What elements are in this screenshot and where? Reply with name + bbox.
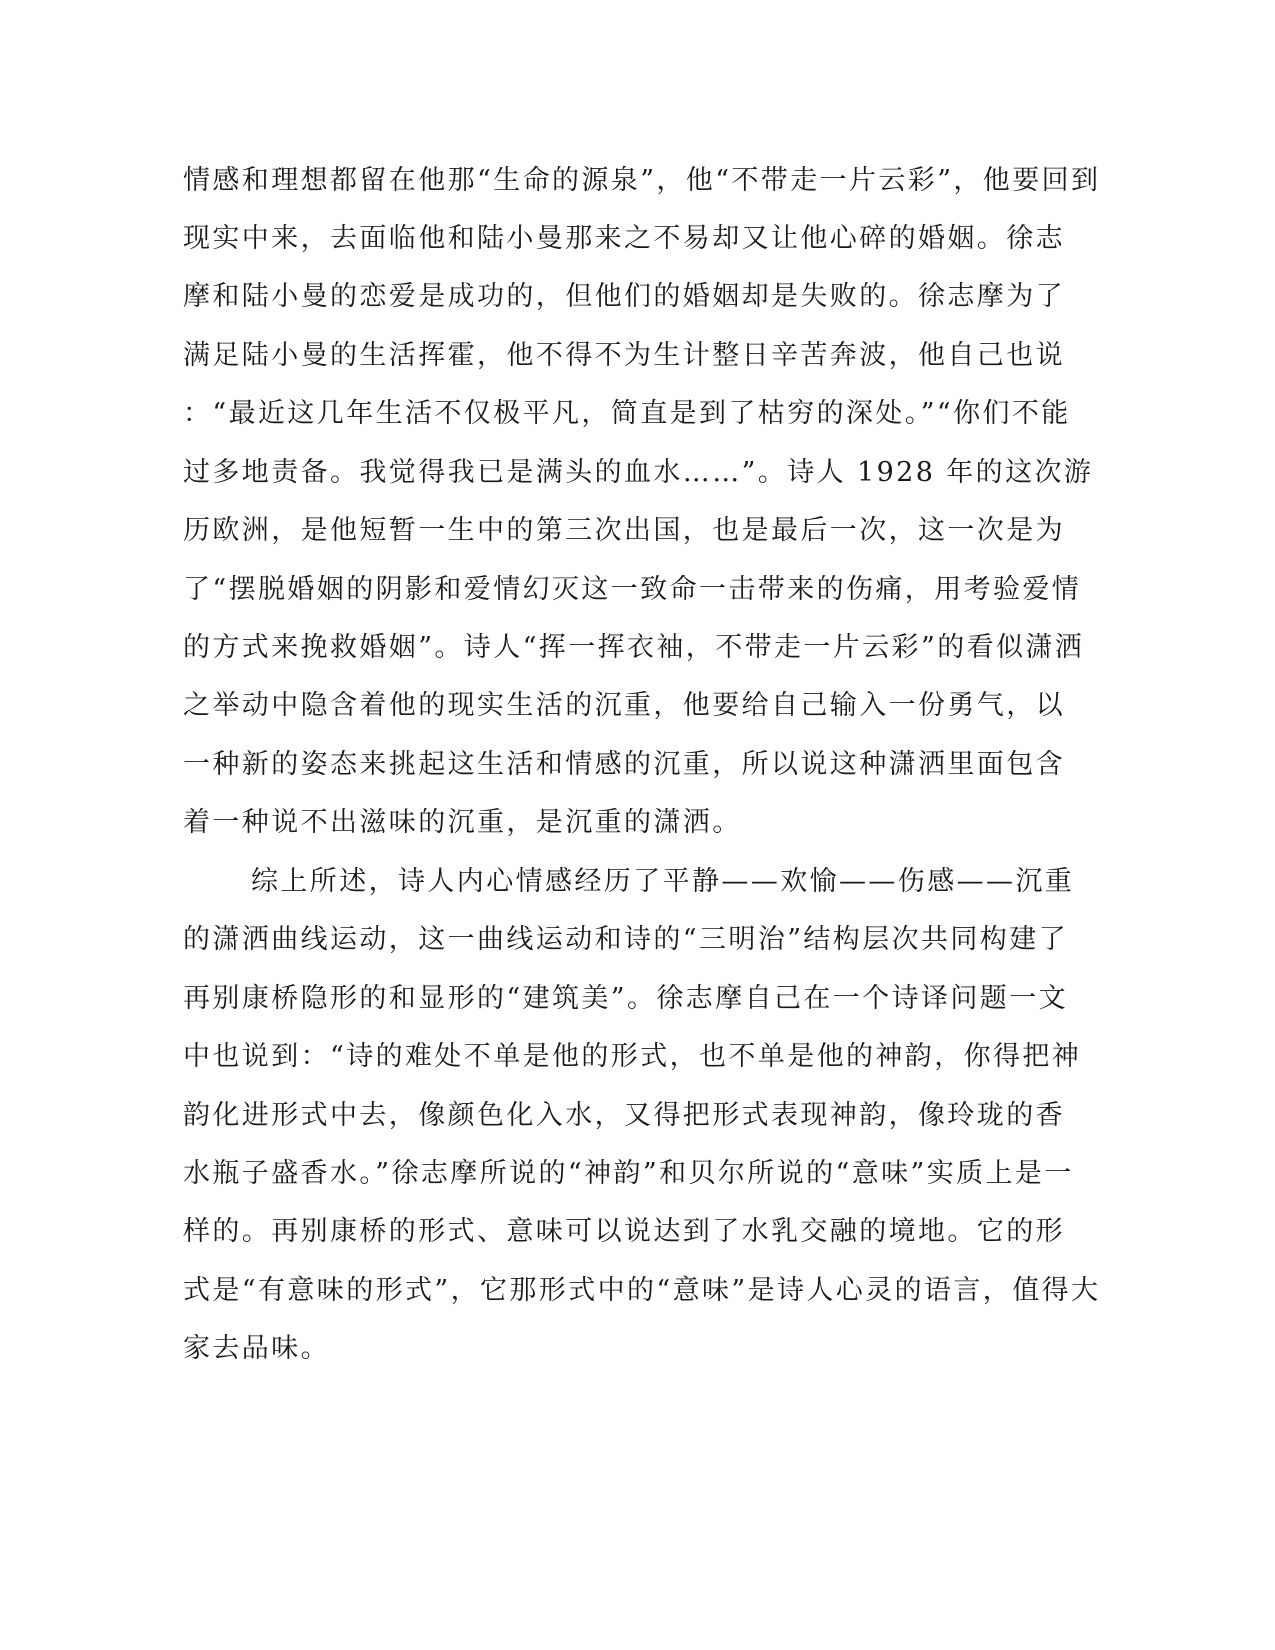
paragraph-1-line: 着一种说不出滋味的沉重，是沉重的潇洒。 <box>183 807 742 838</box>
paragraph-1-line: 过多地责备。我觉得我已是满头的血水……”。诗人 1928 年的这次游 <box>183 457 1094 488</box>
paragraph-1-line: 了“摆脱婚姻的阴影和爱情幻灭这一致命一击带来的伤痛，用考验爱情 <box>183 574 1082 605</box>
paragraph-1-line: 之举动中隐含着他的现实生活的沉重，他要给自己输入一份勇气，以 <box>183 690 1065 721</box>
paragraph-1-line: 满足陆小曼的生活挥霍，他不得不为生计整日辛苦奔波，他自己也说 <box>183 340 1065 371</box>
paragraph-1-line: 一种新的姿态来挑起这生活和情感的沉重，所以说这种潇洒里面包含 <box>183 749 1065 780</box>
paragraph-2-line: 样的。再别康桥的形式、意味可以说达到了水乳交融的境地。它的形 <box>183 1216 1065 1247</box>
paragraph-1-line: 现实中来，去面临他和陆小曼那来之不易却又让他心碎的婚姻。徐志 <box>183 223 1065 254</box>
paragraph-1-line: 情感和理想都留在他那“生命的源泉”，他“不带走一片云彩”，他要回到 <box>183 165 1101 196</box>
paragraph-2-line: 的潇洒曲线运动，这一曲线运动和诗的“三明治”结构层次共同构建了 <box>183 924 1069 955</box>
paragraph-1-line: 摩和陆小曼的恋爱是成功的，但他们的婚姻却是失败的。徐志摩为了 <box>183 281 1065 312</box>
paragraph-2-line: 水瓶子盛香水。”徐志摩所说的“神韵”和贝尔所说的“意味”实质上是一 <box>183 1158 1074 1189</box>
paragraph-1-line: 历欧洲，是他短暂一生中的第三次出国，也是最后一次，这一次是为 <box>183 515 1065 546</box>
paragraph-2-line: 中也说到：“诗的难处不单是他的形式，也不单是他的神韵，你得把神 <box>183 1041 1082 1072</box>
paragraph-2-line: 再别康桥隐形的和显形的“建筑美”。徐志摩自己在一个诗译问题一文 <box>183 983 1069 1014</box>
paragraph-2-line: 韵化进形式中去，像颜色化入水，又得把形式表现神韵，像玲珑的香 <box>183 1100 1065 1131</box>
paragraph-1-line: 的方式来挽救婚姻”。诗人“挥一挥衣袖，不带走一片云彩”的看似潇洒 <box>183 632 1085 663</box>
paragraph-2-line: 式是“有意味的形式”，它那形式中的“意味”是诗人心灵的语言，值得大 <box>183 1275 1101 1306</box>
paragraph-2-line: 综上所述，诗人内心情感经历了平静——欢愉——伤感——沉重 <box>251 866 1075 897</box>
paragraph-1-line: ：“最近这几年生活不仅极平凡，简直是到了枯穷的深处。”“你们不能 <box>183 398 1071 429</box>
paragraph-2-line: 家去品味。 <box>183 1333 330 1364</box>
